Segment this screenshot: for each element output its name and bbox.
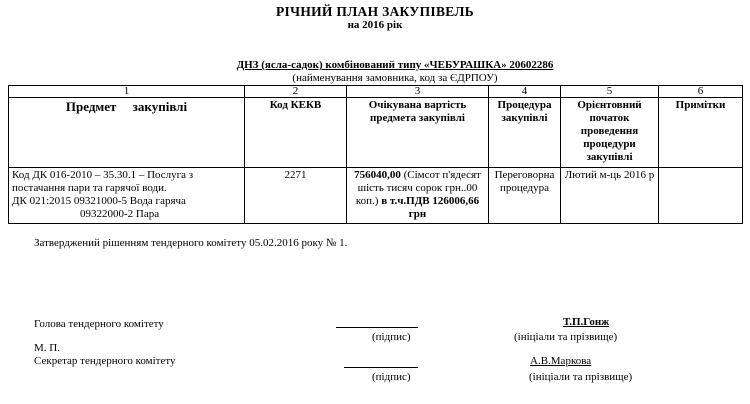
cost-vat: в т.ч.ПДВ 126006,66 грн: [381, 195, 480, 220]
column-number: 4: [489, 86, 561, 98]
header-notes: Примітки: [659, 98, 743, 168]
cell-kekv: 2271: [245, 168, 347, 224]
secretary-signature-caption: (підпис): [372, 371, 411, 383]
cost-amount: 756040,00: [354, 169, 401, 181]
subject-line: Код ДК 016-2010 – 35.30.1 – Послуга з: [12, 169, 194, 181]
subject-line: постачання пари та гарячої води.: [12, 182, 167, 194]
table-row: [9, 168, 743, 224]
head-initials-caption: (ініціали та прізвище): [514, 331, 618, 343]
cell-notes: [659, 168, 743, 224]
procurement-table: [8, 85, 743, 224]
cell-start: Лютий м-ць 2016 р: [561, 168, 659, 224]
head-name: Т.П.Гонж: [563, 316, 610, 328]
secretary-initials-caption: (ініціали та прізвище): [529, 371, 633, 383]
column-number: 2: [245, 86, 347, 98]
header-start: Орієнтовний початок проведення процедури закупівлі: [561, 98, 659, 168]
secretary-signature-line: [344, 367, 418, 368]
customer-caption: (найменування замовника, код за ЄДРПОУ): [292, 72, 498, 84]
approval-note: Затверджений рішенням тендерного комітету 05.02.2016 року № 1.: [34, 237, 348, 249]
column-number: 1: [9, 86, 245, 98]
column-number: 3: [347, 86, 489, 98]
cell-procedure: Переговорна процедура: [489, 168, 561, 224]
subject-line: ДК 021:2015 09321000-5 Вода гаряча: [12, 195, 186, 207]
subject-line: 09322000-2 Пара: [80, 208, 160, 220]
cell-subject: [9, 168, 245, 224]
column-number: 6: [659, 86, 743, 98]
stamp-label: М. П.: [34, 342, 60, 354]
document-title: РІЧНИЙ ПЛАН ЗАКУПІВЕЛЬ: [276, 4, 474, 19]
document-subtitle: на 2016 рік: [347, 19, 403, 31]
column-numbers-row: [9, 86, 743, 98]
header-cost: Очікувана вартість предмета закупівлі: [347, 98, 489, 168]
head-signature-caption: (підпис): [372, 331, 411, 343]
secretary-label: Секретар тендерного комітету: [34, 355, 176, 367]
header-subject: Предмет закупівлі: [9, 98, 245, 168]
header-procedure: Процедура закупівлі: [489, 98, 561, 168]
head-label: Голова тендерного комітету: [34, 318, 164, 330]
cell-cost: [347, 168, 489, 224]
column-number: 5: [561, 86, 659, 98]
secretary-name: А.В.Маркова: [530, 355, 592, 367]
header-kekv: Код КЕКВ: [245, 98, 347, 168]
header-row: [9, 98, 743, 168]
cost-words: (Сімсот п'ядесят шість тисяч сорок грн..00 коп.): [355, 169, 481, 207]
head-signature-line: [336, 327, 418, 328]
customer-name: ДНЗ (ясла-садок) комбінований типу «ЧЕБУРАШКА» 20602286: [236, 59, 554, 71]
